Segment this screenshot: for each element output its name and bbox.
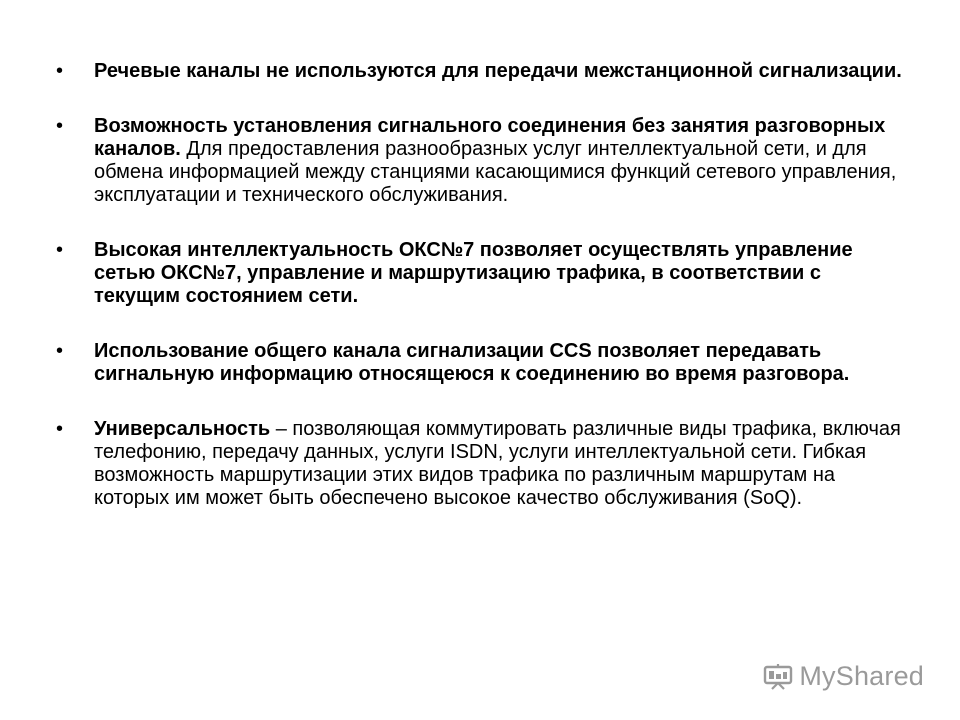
bullet-item-3 [56, 239, 906, 308]
watermark-text: MyShared [799, 661, 924, 691]
bullet-list [56, 60, 906, 510]
bullet-5-bold-text: Универсальность [94, 418, 271, 440]
bullet-marker: • [56, 60, 64, 82]
bullet-item-1 [56, 60, 906, 83]
bullet-3-bold-text: Высокая интеллектуальность ОКС№7 позволяет осуществлять управление сетью ОКС№7, управление и маршрутизацию трафика, в соответствии с текущим состоянием сети. [94, 239, 853, 307]
bullet-4-bold-text: Использование общего канала сигнализации CCS позволяет передавать сигнальную информацию относящеюся к соединению во время разговора. [94, 340, 850, 385]
bullet-marker: • [56, 418, 64, 440]
bullet-item-4 [56, 340, 906, 386]
bullet-marker: • [56, 115, 64, 137]
bullet-marker: • [56, 239, 64, 261]
bullet-1-bold-text: Речевые каналы не используются для передачи межстанционной сигнализации. [94, 60, 902, 82]
bullet-marker: • [56, 340, 64, 362]
bullet-2-bold-text: Возможность установления сигнального соединения без занятия разговорных каналов. [94, 115, 886, 160]
bullet-2-text: Для предоставления разнообразных услуг интеллектуальной сети, и для обмена информацией между станциями касающимися функций сетевого управления, эксплуатации и технического обслуживания. [94, 138, 897, 206]
watermark [763, 661, 924, 692]
bullet-item-2 [56, 115, 906, 207]
bullet-5-text: – позволяющая коммутировать различные виды трафика, включая телефонию, передачу данных, услуги ISDN, услуги интеллектуальной сети. Гибкая возможность маршрутизации этих видов трафика по различным маршрутам на которых им может быть обеспечено высокое качество обслуживания (SoQ). [94, 418, 901, 509]
presentation-board-icon [763, 664, 793, 690]
bullet-item-5 [56, 418, 906, 510]
